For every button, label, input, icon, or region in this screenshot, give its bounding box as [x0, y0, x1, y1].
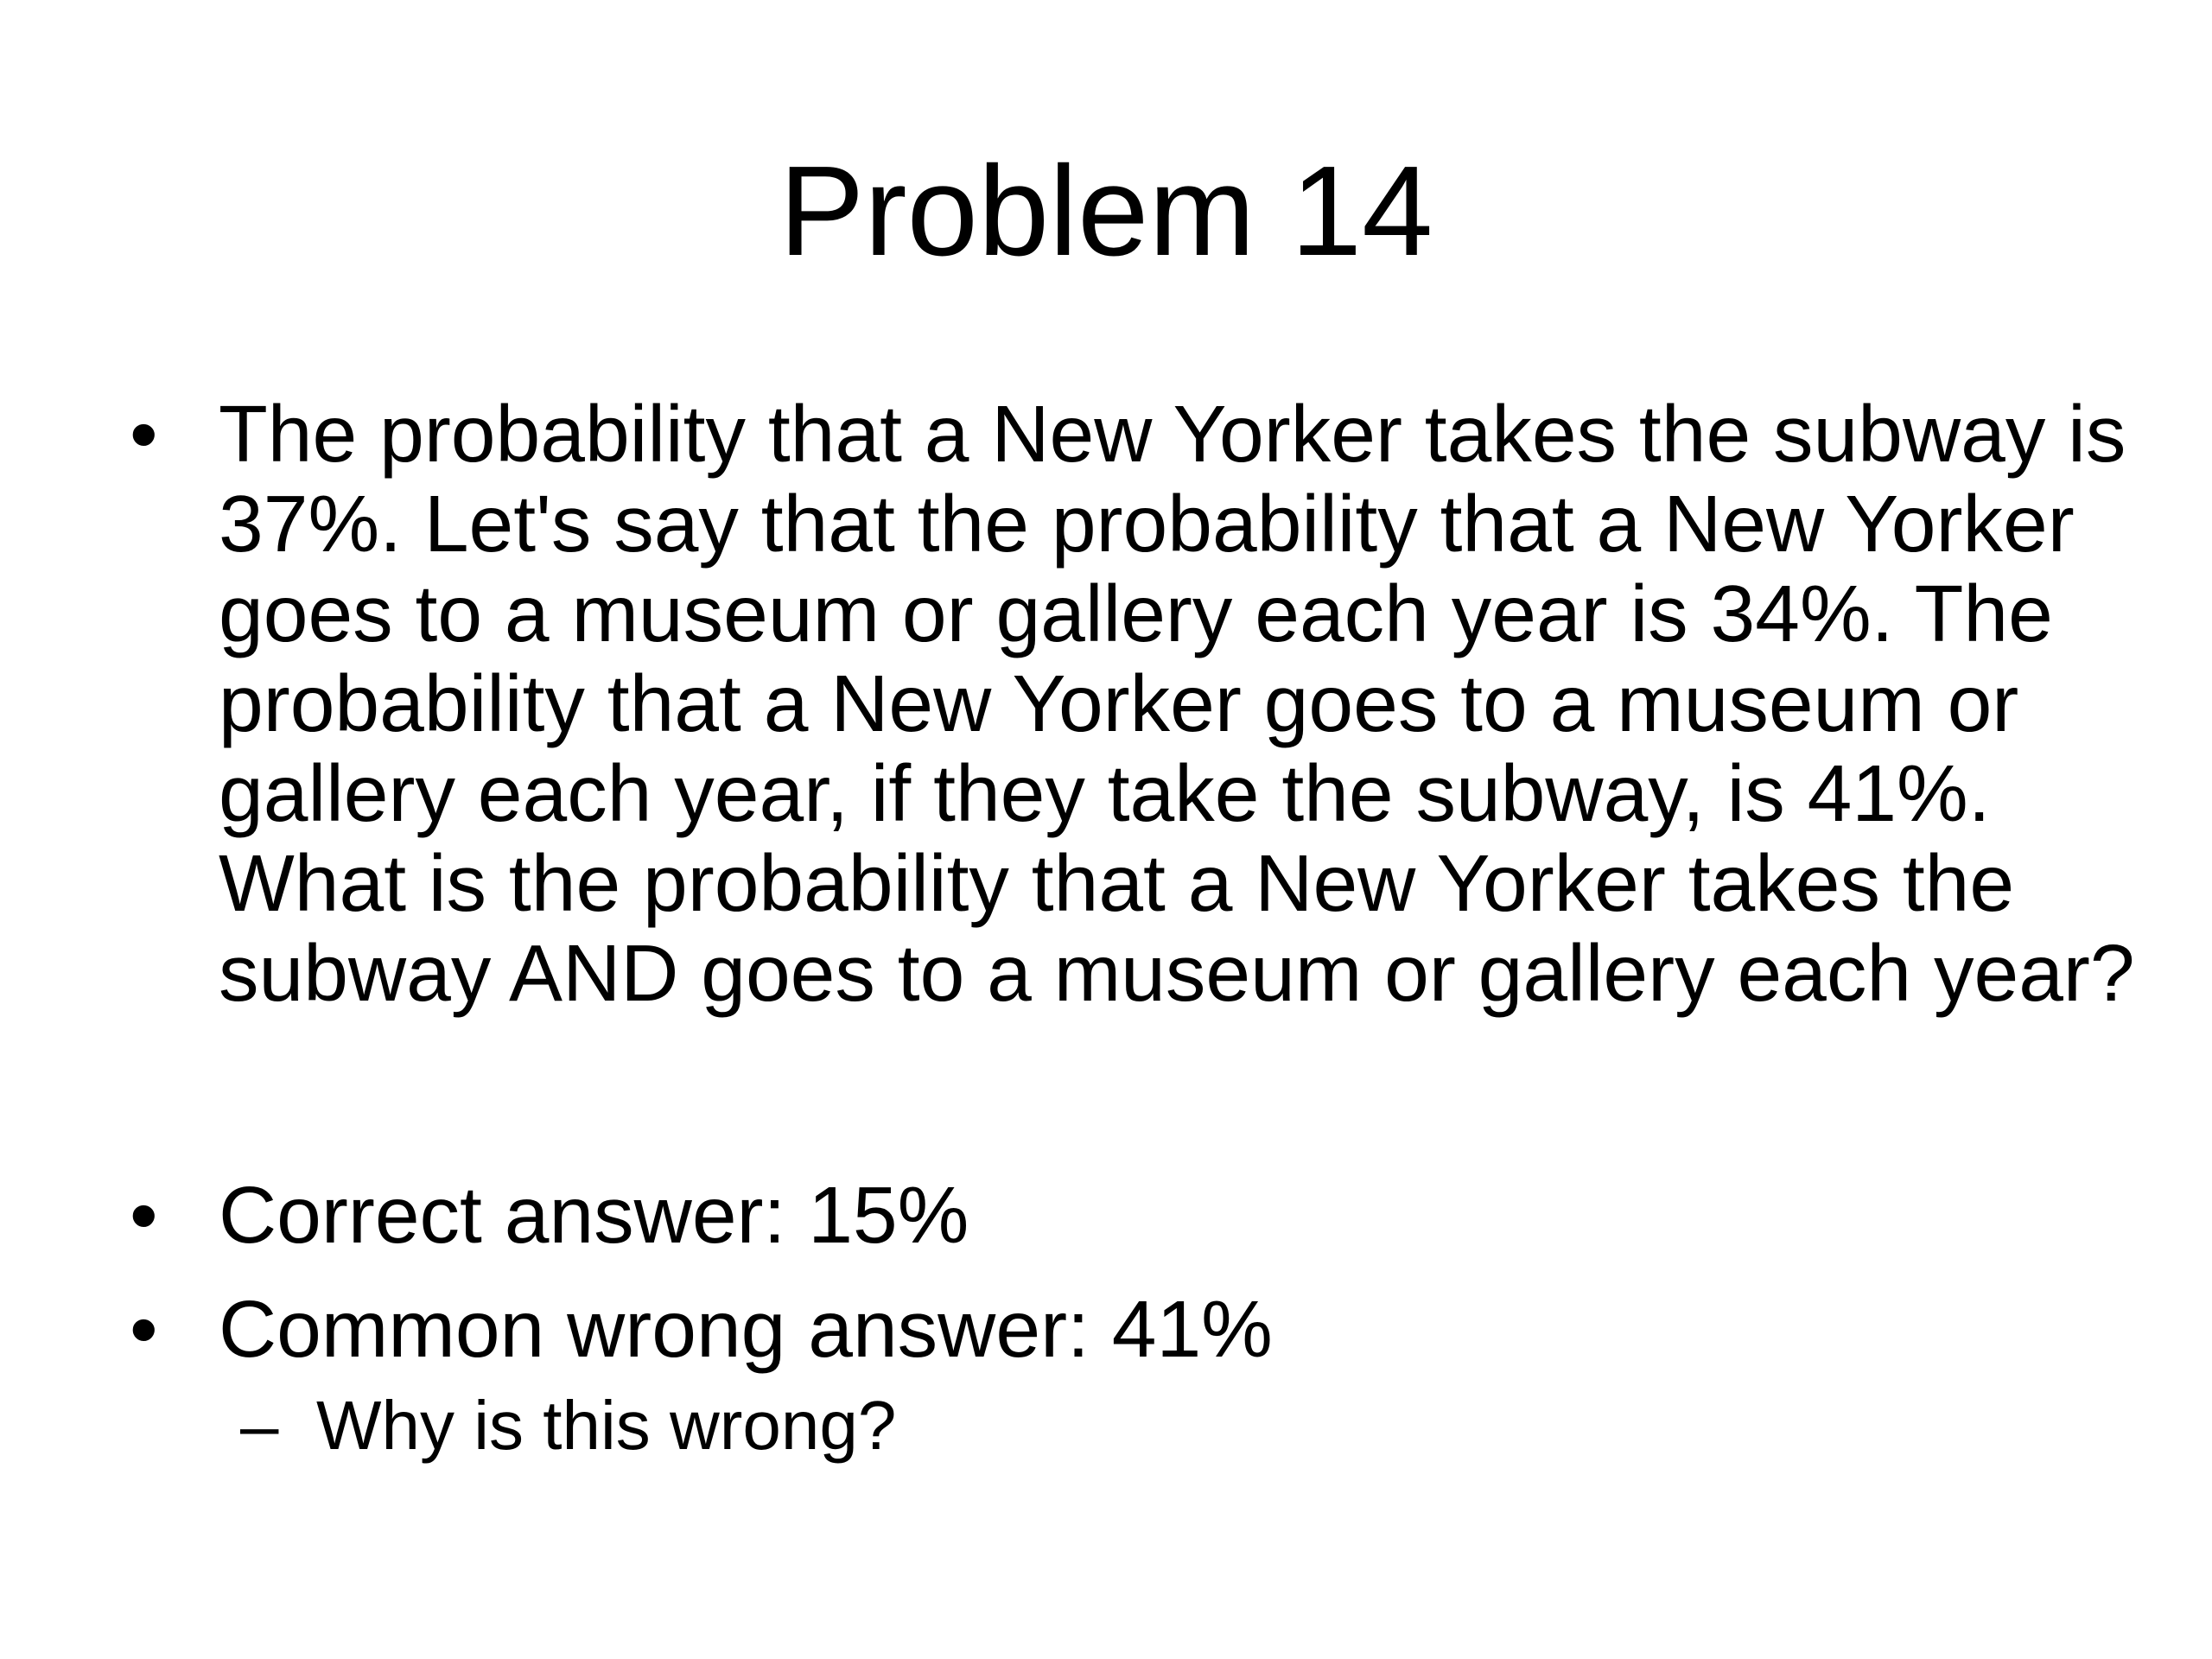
bullet-question-text: The probability that a New Yorker takes the subway is 37%. Let's say that the probability that a New Yorker goes to a museum or gallery each year is 34%. The probability that a New Yorker goes to a museum or gallery each year, if they take the subway, is 41%. What is the probability that a New Yorker takes the subway AND goes to a museum or gallery each year? — [219, 389, 2135, 1018]
bullet-correct-answer-text: Correct answer: 15% — [219, 1170, 969, 1260]
sub-bullet-why-wrong — [130, 1384, 2100, 1467]
sub-bullet-marker: – — [240, 1387, 279, 1464]
bullet-question — [130, 389, 2180, 1018]
slide-body — [130, 389, 2135, 1467]
bullet-marker: • — [130, 389, 158, 479]
bullet-common-wrong-answer-text: Common wrong answer: 41% — [219, 1284, 1273, 1374]
slide-title: Problem 14 — [779, 140, 1433, 283]
bullet-correct-answer — [130, 1170, 2100, 1260]
bullet-marker: • — [130, 1170, 158, 1260]
bullet-common-wrong-answer — [130, 1284, 2100, 1374]
bullet-marker: • — [130, 1284, 158, 1374]
sub-bullet-why-wrong-text: Why is this wrong? — [316, 1387, 897, 1464]
